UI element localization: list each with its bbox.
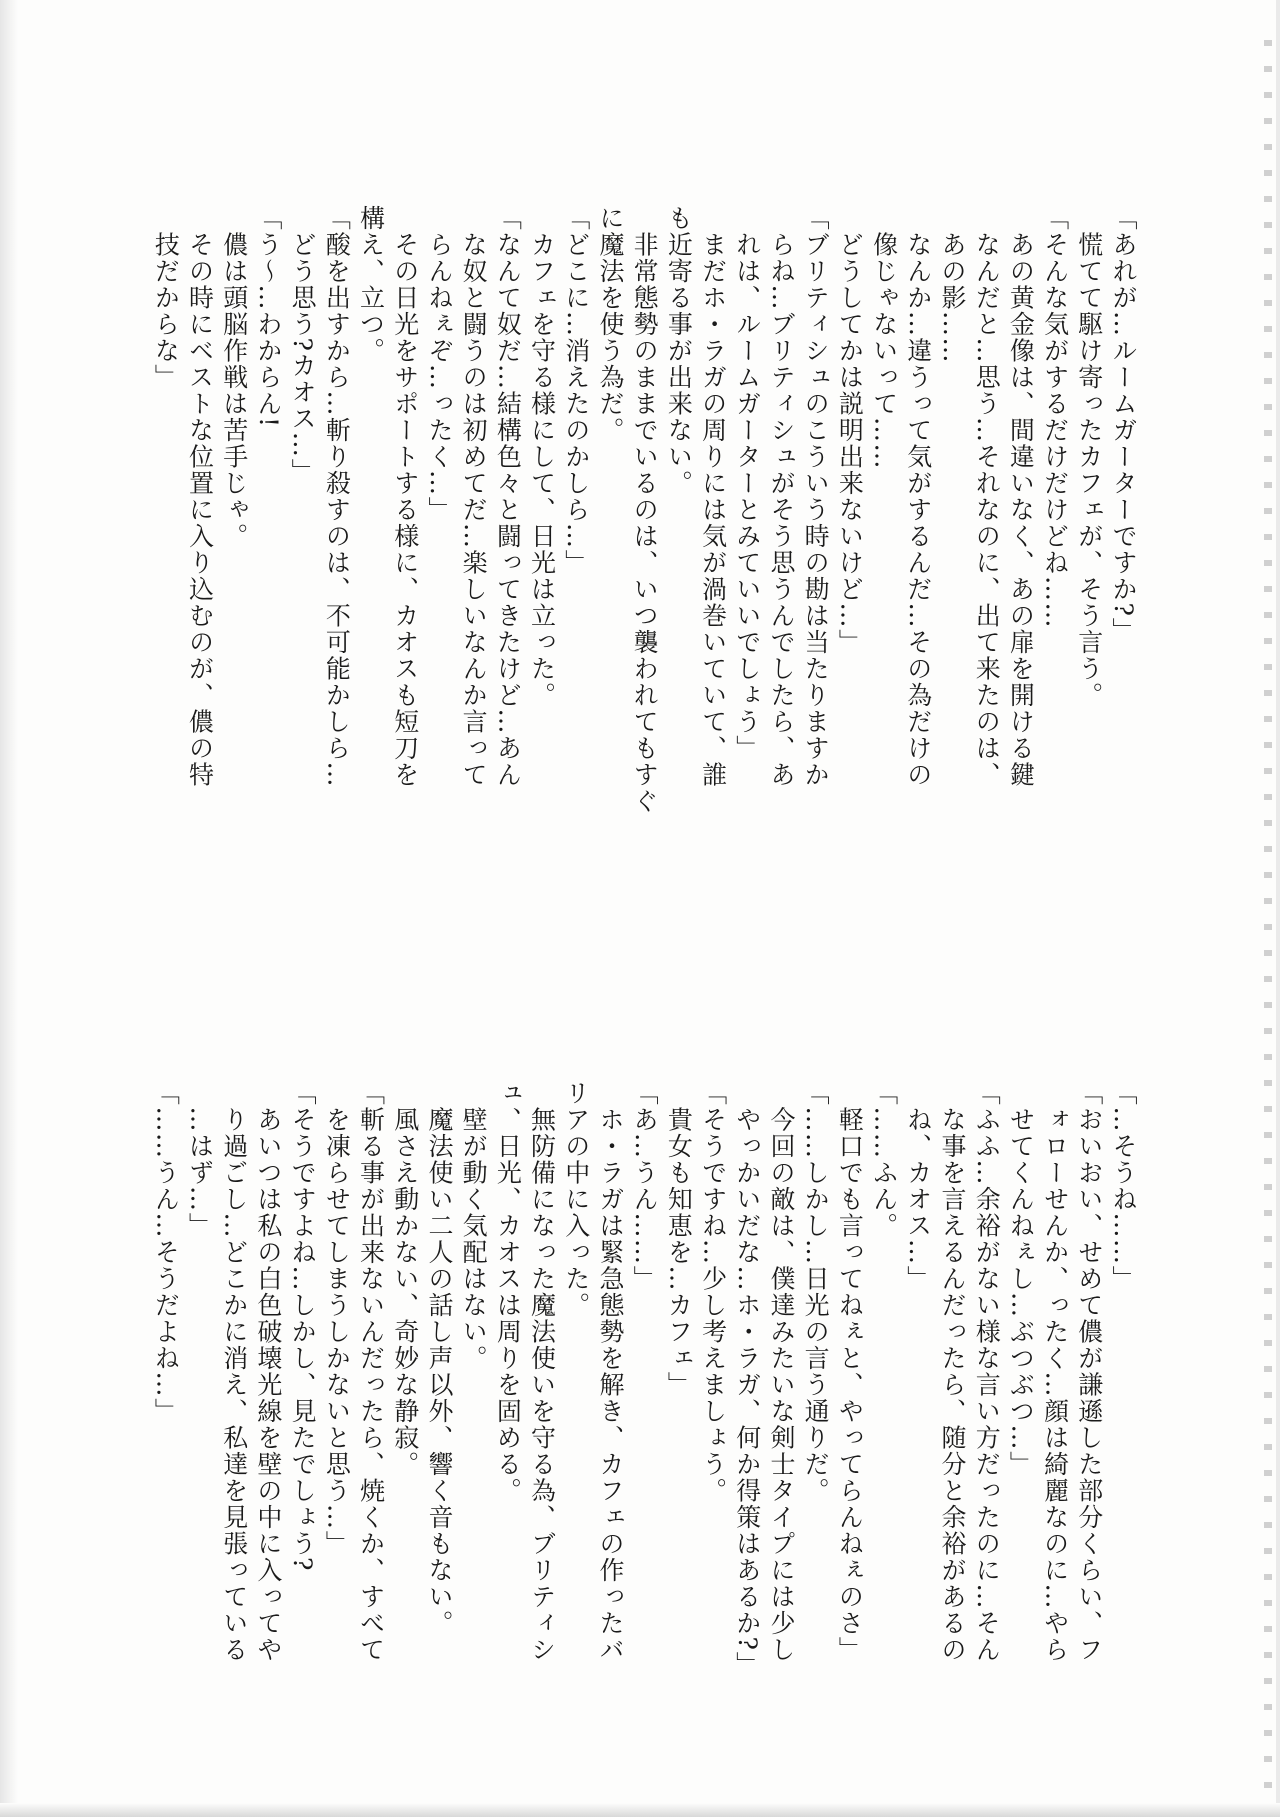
text-column: 風さえ動かない、奇妙な静寂。 <box>390 1080 420 1478</box>
page-bottom-shadow <box>0 1803 1280 1817</box>
text-column: 「う〜…わからん! <box>253 205 283 429</box>
text-column: 軽口でも言ってねぇと、やってらんねぇのさ」 <box>835 1080 865 1663</box>
text-column: 「あ…うん……」 <box>630 1080 660 1292</box>
page-right-edge <box>1276 0 1280 1817</box>
text-column: せてくんねぇし…ぶつぶつ…」 <box>1006 1080 1036 1478</box>
text-column: どうしてかは説明出来ないけど…」 <box>835 205 865 656</box>
text-column: 「あれが…ルームガーターですか?」 <box>1109 205 1138 644</box>
text-column: 「……うん…そうだよね…」 <box>151 1080 181 1425</box>
text-column: 「なんて奴だ…結構色々と闘ってきたけど…あん <box>493 205 523 788</box>
text-column: 慌てて駆け寄ったカフェが、そう言う。 <box>1074 205 1104 709</box>
text-column: 「斬る事が出来ないんだったら、焼くか、すべて <box>356 1080 386 1663</box>
text-column: ォローせんか、ったく…顔は綺麗なのに…やら <box>1040 1080 1070 1663</box>
text-column: に魔法を使う為だ。 <box>595 205 625 444</box>
text-column: あの黄金像は、間違いなく、あの扉を開ける鍵 <box>1006 205 1036 788</box>
binding-perforation <box>1264 40 1272 1800</box>
text-column: あの影…… <box>937 205 967 364</box>
text-column: 「どこに…消えたのかしら…」 <box>561 205 591 576</box>
text-column: カフェを守る様にして、日光は立った。 <box>527 205 557 709</box>
lower-text-block <box>110 1080 1140 1730</box>
text-column: を凍らせてしまうしかないと思う…」 <box>322 1080 352 1557</box>
text-column: 今回の敵は、僕達みたいな剣士タイプには少し <box>766 1080 796 1663</box>
upper-text-block <box>110 205 1140 815</box>
text-column: 技だからな」 <box>151 205 181 391</box>
text-column: 「……しかし…日光の言う通りだ。 <box>801 1080 831 1504</box>
text-column: 「そんな気がするだけだけどね…… <box>1040 205 1070 629</box>
text-column: 魔法使い二人の話し声以外、響く音もない。 <box>424 1080 454 1637</box>
text-column: 「ブリティシュのこういう時の勘は当たりますか <box>801 205 831 788</box>
text-column: 非常態勢のままでいるのは、いつ襲われてもすぐ <box>630 205 660 815</box>
text-column: 儂は頭脳作戦は苦手じゃ。 <box>219 205 249 550</box>
text-column: ホ・ラガは緊急態勢を解き、カフェの作ったバ <box>595 1080 625 1663</box>
text-column: 無防備になった魔法使いを守る為、ブリティシ <box>527 1080 557 1663</box>
text-column: まだホ・ラガの周りには気が渦巻いていて、誰 <box>698 205 728 788</box>
text-column: なんだと…思う…それなのに、出て来たのは、 <box>972 205 1002 788</box>
text-column: らね…ブリティシュがそう思うんでしたら、あ <box>766 205 796 788</box>
text-column: らんねぇぞ…ったく…」 <box>424 205 454 523</box>
page-left-shadow <box>0 0 18 1817</box>
text-column: その日光をサポートする様に、カオスも短刀を <box>390 205 420 788</box>
text-column: も近寄る事が出来ない。 <box>664 205 694 497</box>
text-column: 壁が動く気配はない。 <box>459 1080 489 1372</box>
text-column: 貴女も知恵を…カフェ」 <box>664 1080 694 1398</box>
text-column: 「……ふん。 <box>869 1080 899 1239</box>
text-column: どう思う?カオス…」 <box>288 205 318 485</box>
text-column: ュ、日光、カオスは周りを固める。 <box>493 1080 523 1504</box>
text-column: な事を言えるんだったら、随分と余裕があるの <box>937 1080 967 1663</box>
text-column: れは、ルームガーターとみていいでしょう」 <box>732 205 762 762</box>
text-column: リアの中に入った。 <box>561 1080 591 1319</box>
text-column: 「そうですよね…しかし、見たでしょう? <box>288 1080 318 1572</box>
text-column: な奴と闘うのは初めてだ…楽しいなんか言って <box>459 205 489 788</box>
text-column: 「…そうね……」 <box>1109 1080 1138 1292</box>
text-column: り過ごし…どこかに消え、私達を見張っている <box>219 1080 249 1663</box>
text-column: 「そうですね…少し考えましょう。 <box>698 1080 728 1504</box>
text-column: 構え、立つ。 <box>356 205 386 364</box>
text-column: なんか…違うって気がするんだ…その為だけの <box>903 205 933 788</box>
text-column: あいつは私の白色破壊光線を壁の中に入ってや <box>253 1080 283 1663</box>
text-column: …はず…」 <box>185 1080 215 1239</box>
text-column: 「ふふ…余裕がない様な言い方だったのに…そん <box>972 1080 1002 1663</box>
text-column: 「酸を出すから…斬り殺すのは、不可能かしら… <box>322 205 352 788</box>
text-column: ね、カオス…」 <box>903 1080 933 1292</box>
text-column: その時にベストな位置に入り込むのが、儂の特 <box>185 205 215 788</box>
text-column: 像じゃないって…… <box>869 205 899 470</box>
text-column: 「おいおい、せめて儂が謙遜した部分くらい、フ <box>1074 1080 1104 1663</box>
text-column: やっかいだな…ホ・ラガ、何か得策はあるか?」 <box>732 1080 762 1678</box>
